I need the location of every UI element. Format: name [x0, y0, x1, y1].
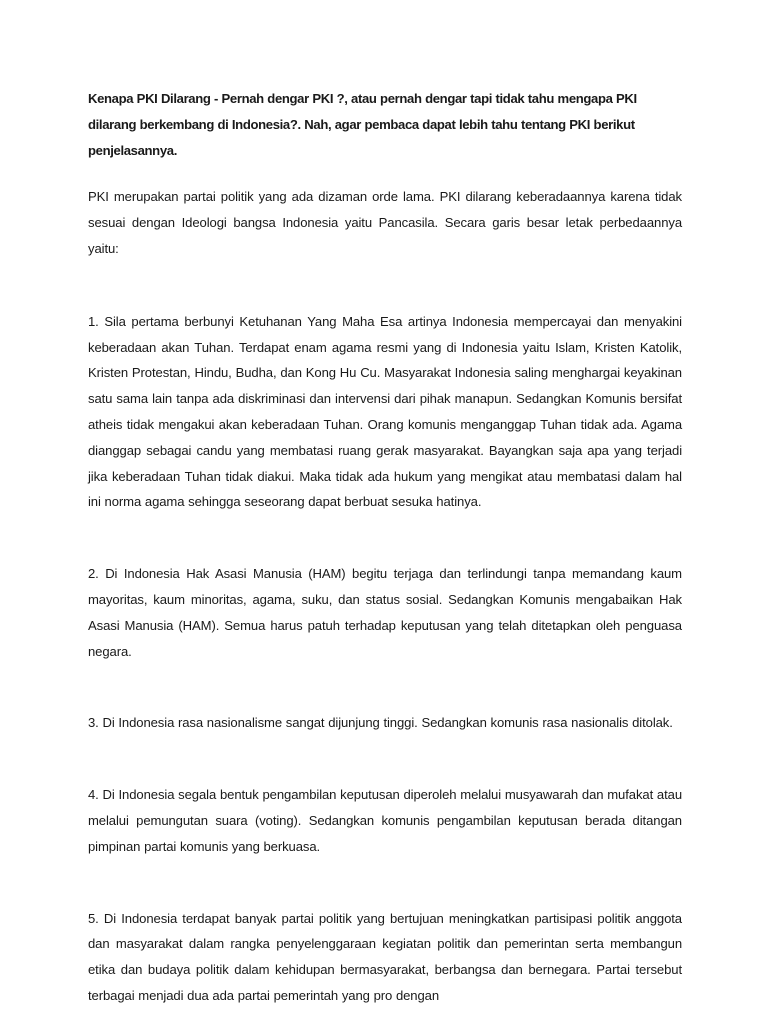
- list-item-3: 3. Di Indonesia rasa nasionalisme sangat dijunjung tinggi. Sedangkan komunis rasa nasionalis ditolak.: [88, 715, 673, 731]
- document-text-body: [88, 86, 682, 1009]
- list-item-4: 4. Di Indonesia segala bentuk pengambilan keputusan diperoleh melalui musyawarah dan mufakat atau melalui pemungutan suara (voting). Sedangkan komunis pengambilan keputusan berada ditangan pimpinan partai komunis yang berkuasa.: [88, 787, 682, 854]
- list-item-1: 1. Sila pertama berbunyi Ketuhanan Yang Maha Esa artinya Indonesia mempercayai dan menyakini keberadaan akan Tuhan. Terdapat enam agama resmi yang di Indonesia yaitu Islam, Kristen Katolik, Kristen Protestan, Hindu, Budha, dan Kong Hu Cu. Masyarakat Indonesia saling menghargai keyakinan satu sama lain tanpa ada diskriminasi dan intervensi dari pihak manapun. Sedangkan Komunis bersifat atheis tidak mengakui akan keberadaan Tuhan. Orang komunis menganggap Tuhan tidak ada. Agama dianggap sebagai candu yang membatasi ruang gerak masyarakat. Bayangkan saja apa yang terjadi jika keberadaan Tuhan tidak diakui. Maka tidak ada hukum yang mengikat atau membatasi dalam hal ini norma agama sehingga seseorang dapat berbuat sesuka hatinya.: [88, 313, 682, 510]
- list-item-2: 2. Di Indonesia Hak Asasi Manusia (HAM) begitu terjaga dan terlindungi tanpa memandang kaum mayoritas, kaum minoritas, agama, suku, dan status sosial. Sedangkan Komunis mengabaikan Hak Asasi Manusia (HAM). Semua harus patuh terhadap keputusan yang telah ditetapkan oleh penguasa negara.: [88, 566, 682, 659]
- document-intro-paragraph: PKI merupakan partai politik yang ada dizaman orde lama. PKI dilarang keberadaannya karena tidak sesuai dengan Ideologi bangsa Indonesia yaitu Pancasila. Secara garis besar letak perbedaannya yaitu:: [88, 189, 682, 256]
- list-item-5: 5. Di Indonesia terdapat banyak partai politik yang bertujuan meningkatkan partisipasi politik anggota dan masyarakat dalam rangka penyelenggaraan kegiatan politik dan pemerintan serta membangun etika dan budaya politik dalam kehidupan bermasyarakat, berbangsa dan bernegara. Partai tersebut terbagai menjadi dua ada partai pemerintah yang pro dengan: [88, 910, 682, 1003]
- document-heading-paragraph: Kenapa PKI Dilarang - Pernah dengar PKI ?, atau pernah dengar tapi tidak tahu mengapa PKI dilarang berkembang di Indonesia?. Nah, agar pembaca dapat lebih tahu tentang PKI berikut penjelasannya.: [88, 91, 637, 158]
